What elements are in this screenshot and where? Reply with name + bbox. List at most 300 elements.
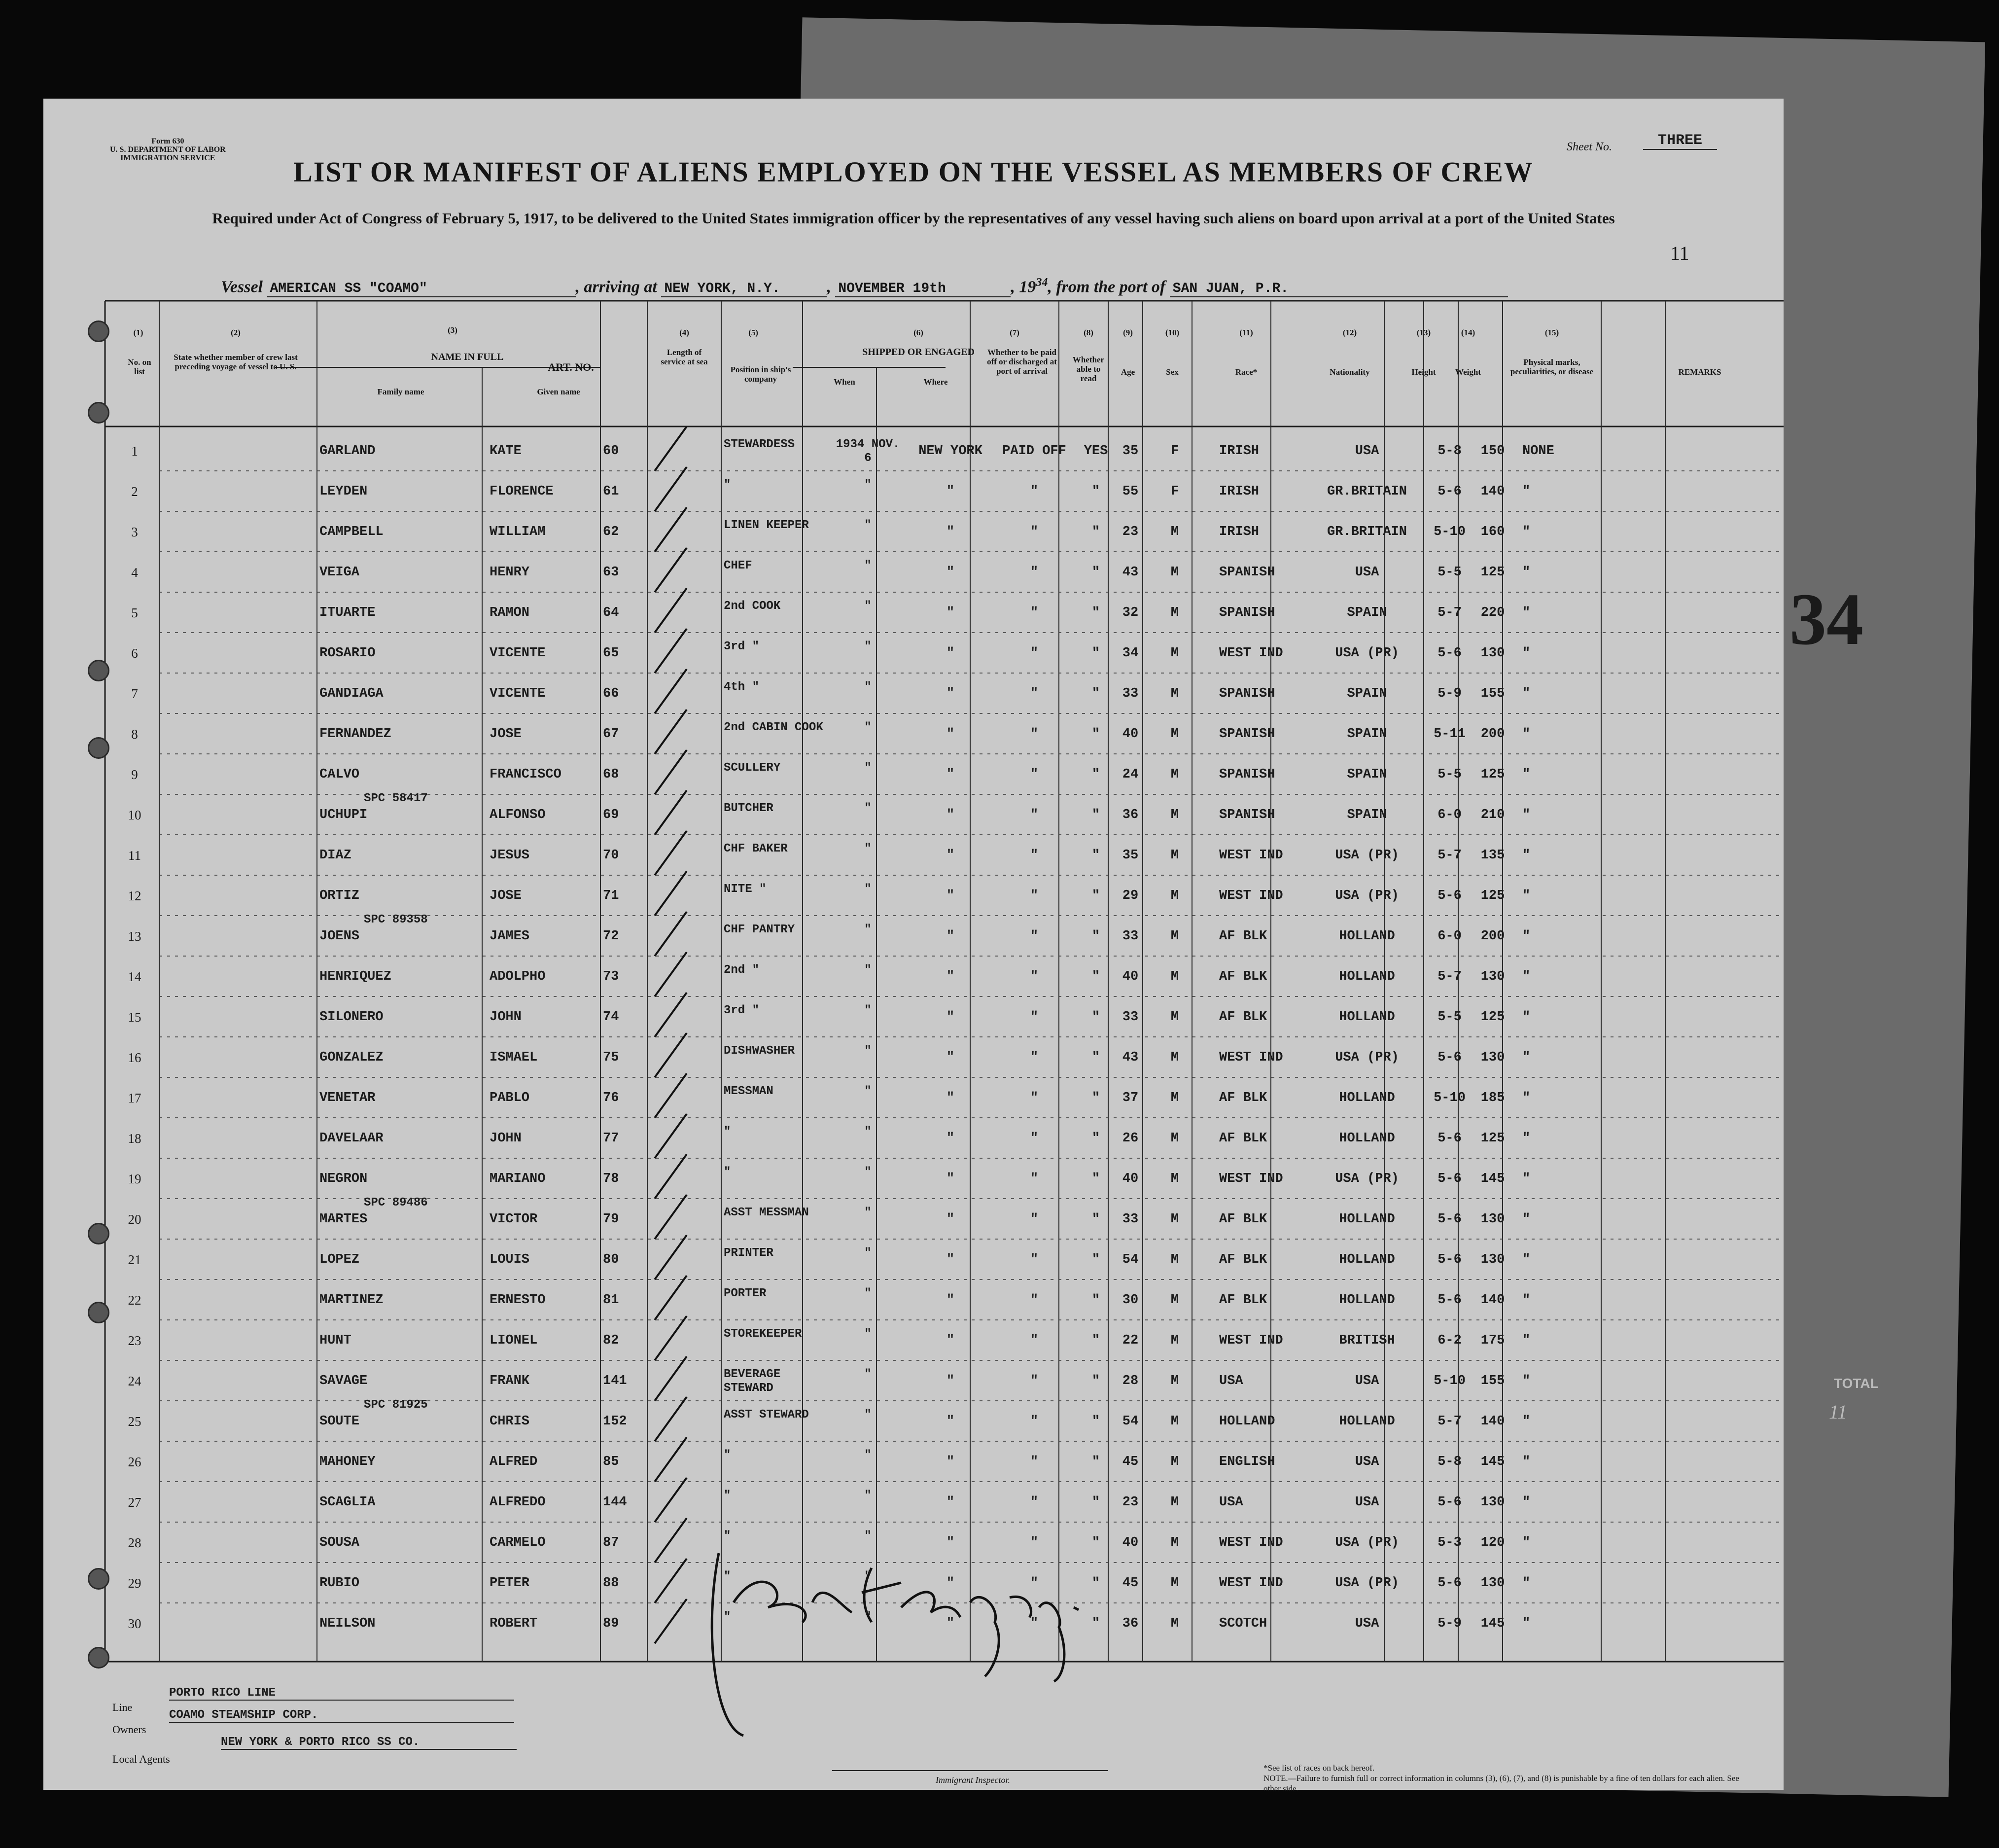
- service-check-mark: [655, 1356, 687, 1401]
- cell-read: ": [1091, 605, 1100, 620]
- cell-where: ": [946, 888, 955, 903]
- cell-where: ": [946, 686, 955, 701]
- cell-art: 63: [603, 565, 619, 580]
- cell-nationality: USA: [1355, 1455, 1379, 1469]
- cell-read: ": [1091, 929, 1100, 944]
- cell-age: 34: [1122, 646, 1139, 661]
- cell-race: WEST IND: [1219, 1172, 1283, 1186]
- cell-height: 5-6: [1438, 484, 1462, 499]
- races-note: *See list of races on back hereof.: [1263, 1763, 1375, 1773]
- service-check-mark: [655, 507, 687, 552]
- service-check-mark: [655, 669, 687, 713]
- cell-read: ": [1091, 1455, 1100, 1469]
- cell-position: 2nd CABIN COOK: [724, 721, 823, 734]
- cell-sex: M: [1170, 646, 1179, 661]
- cell-paid: ": [1030, 1576, 1039, 1591]
- col-5-number: (5): [748, 328, 758, 337]
- cell-position: ": [724, 1570, 731, 1583]
- cell-no: 26: [128, 1455, 141, 1469]
- cell-weight: 130: [1480, 1252, 1505, 1267]
- cell-marks: ": [1522, 1495, 1531, 1510]
- cell-sex: M: [1170, 1010, 1179, 1025]
- cell-sex: M: [1170, 808, 1179, 822]
- cell-position: NITE ": [724, 883, 767, 896]
- cell-age: 37: [1122, 1091, 1139, 1105]
- service-check-mark: [655, 1518, 687, 1563]
- service-name: IMMIGRATION SERVICE: [120, 154, 215, 162]
- cell-where: NEW YORK: [918, 444, 982, 459]
- cell-when: ": [864, 1570, 872, 1583]
- service-check-mark: [655, 426, 687, 471]
- cell-marks: ": [1522, 929, 1531, 944]
- cell-when: ": [864, 721, 872, 734]
- cell-no: 7: [131, 686, 138, 701]
- cell-marks: ": [1522, 727, 1531, 742]
- cell-when: ": [864, 519, 872, 532]
- cell-nationality: HOLLAND: [1339, 1212, 1395, 1227]
- cell-given: CHRIS: [490, 1414, 530, 1429]
- cell-read: ": [1091, 686, 1100, 701]
- cell-read: ": [1091, 1333, 1100, 1348]
- cell-given: JOHN: [490, 1131, 522, 1146]
- cell-no: 28: [128, 1535, 141, 1550]
- cell-when: ": [864, 600, 872, 613]
- cell-family: GARLAND: [319, 444, 376, 459]
- cell-when: ": [864, 1085, 872, 1098]
- cell-family: DAVELAAR: [319, 1131, 384, 1146]
- cell-height: 5-6: [1438, 888, 1462, 903]
- cell-paid: ": [1030, 727, 1039, 742]
- cell-when: ": [864, 1368, 872, 1381]
- cell-given: JOSE: [490, 727, 522, 742]
- cell-when: ": [864, 1408, 872, 1422]
- cell-position: CHEF: [724, 559, 752, 572]
- cell-when: ": [864, 883, 872, 896]
- cell-art: 72: [603, 929, 619, 944]
- cell-weight: 125: [1480, 565, 1505, 580]
- col-2-header: State whether member of crew last preceding voyage of vessel to U. S.: [174, 353, 298, 371]
- cell-where: ": [946, 1576, 955, 1591]
- cell-age: 30: [1122, 1293, 1139, 1308]
- cell-no: 25: [128, 1414, 141, 1429]
- cell-height: 5-8: [1438, 1455, 1462, 1469]
- line-label: Line: [112, 1701, 133, 1713]
- cell-art: 81: [603, 1293, 619, 1308]
- cell-age: 54: [1122, 1252, 1139, 1267]
- cell-paid: ": [1030, 929, 1039, 944]
- cell-position: ": [724, 478, 731, 492]
- cell-sex: M: [1170, 1172, 1179, 1186]
- cell-art: 152: [603, 1414, 627, 1429]
- cell-art: 79: [603, 1212, 619, 1227]
- cell-given: JAMES: [490, 929, 530, 944]
- cell-given: KATE: [490, 444, 522, 459]
- cell-height: 5-7: [1438, 1414, 1462, 1429]
- service-check-mark: [655, 548, 687, 592]
- cell-nationality: SPAIN: [1347, 686, 1387, 701]
- cell-age: 40: [1122, 727, 1139, 742]
- cell-given: JOSE: [490, 888, 522, 903]
- cell-family: SCAGLIA: [319, 1495, 376, 1510]
- cell-height: 5-3: [1438, 1535, 1462, 1550]
- cell-read: ": [1091, 969, 1100, 984]
- cell-race: AF BLK: [1219, 1131, 1267, 1146]
- cell-art: 69: [603, 808, 619, 822]
- cell-age: 45: [1122, 1455, 1139, 1469]
- cell-position: 3rd ": [724, 1004, 760, 1017]
- cell-nationality: GR.BRITAIN: [1327, 484, 1407, 499]
- cell-race: WEST IND: [1219, 1050, 1283, 1065]
- cell-when: 1934 NOV. 6: [836, 438, 900, 465]
- cell-nationality: HOLLAND: [1339, 1414, 1395, 1429]
- agents-value: NEW YORK & PORTO RICO SS CO.: [221, 1736, 517, 1750]
- cell-family: NEGRON: [319, 1172, 368, 1186]
- punch-hole: [88, 1302, 109, 1323]
- cell-art: 65: [603, 646, 619, 661]
- cell-no: 18: [128, 1131, 141, 1146]
- cell-age: 29: [1122, 888, 1139, 903]
- spc-note: SPC 89486: [364, 1196, 428, 1209]
- margin-number: 34: [1789, 578, 1863, 660]
- cell-given: WILLIAM: [490, 525, 546, 539]
- cell-race: SPANISH: [1219, 686, 1275, 701]
- col-9-number: (9): [1123, 328, 1133, 337]
- service-check-mark: [655, 1478, 687, 1522]
- cell-sex: M: [1170, 1333, 1179, 1348]
- service-check-mark: [655, 750, 687, 794]
- cell-no: 19: [128, 1172, 141, 1186]
- cell-race: SPANISH: [1219, 565, 1275, 580]
- cell-race: SPANISH: [1219, 727, 1275, 742]
- cell-given: ROBERT: [490, 1616, 538, 1631]
- cell-sex: M: [1170, 1535, 1179, 1550]
- cell-race: WEST IND: [1219, 1576, 1283, 1591]
- punch-hole: [88, 660, 109, 681]
- cell-no: 20: [128, 1212, 141, 1227]
- inspector-line: [832, 1770, 1108, 1771]
- cell-weight: 130: [1480, 1212, 1505, 1227]
- cell-nationality: GR.BRITAIN: [1327, 525, 1407, 539]
- cell-nationality: SPAIN: [1347, 808, 1387, 822]
- cell-age: 43: [1122, 1050, 1139, 1065]
- cell-sex: M: [1170, 1495, 1179, 1510]
- cell-given: CARMELO: [490, 1535, 546, 1550]
- cell-when: ": [864, 478, 872, 492]
- col-14-header: Weight: [1455, 367, 1481, 377]
- sheet-number: THREE: [1643, 132, 1717, 150]
- vessel-line: Vessel AMERICAN SS "COAMO" , arriving at NEW YORK, N.Y. , NOVEMBER 19th , $19^{34}$, from the port of SAN JUAN, P.R.: [221, 276, 1508, 297]
- department-name: U. S. DEPARTMENT OF LABOR: [110, 145, 226, 154]
- cell-sex: M: [1170, 727, 1179, 742]
- cell-marks: ": [1522, 1293, 1531, 1308]
- cell-paid: ": [1030, 1252, 1039, 1267]
- cell-race: SPANISH: [1219, 605, 1275, 620]
- cell-marks: ": [1522, 888, 1531, 903]
- punch-hole: [88, 1568, 109, 1590]
- cell-nationality: USA (PR): [1335, 1050, 1399, 1065]
- cell-where: ": [946, 1333, 955, 1348]
- service-check-mark: [655, 1599, 687, 1643]
- cell-read: ": [1091, 767, 1100, 782]
- cell-weight: 125: [1480, 767, 1505, 782]
- cell-age: 36: [1122, 1616, 1139, 1631]
- cell-given: HENRY: [490, 565, 530, 580]
- cell-nationality: USA: [1355, 1495, 1379, 1510]
- cell-given: ADOLPHO: [490, 969, 546, 984]
- cell-paid: ": [1030, 1050, 1039, 1065]
- cell-family: HUNT: [319, 1333, 351, 1348]
- service-check-mark: [655, 710, 687, 754]
- service-check-mark: [655, 1195, 687, 1239]
- cell-art: 87: [603, 1535, 619, 1550]
- cell-height: 5-5: [1438, 565, 1462, 580]
- cell-where: ": [946, 484, 955, 499]
- cell-family: DIAZ: [319, 848, 351, 863]
- cell-no: 9: [131, 767, 138, 782]
- cell-marks: ": [1522, 1050, 1531, 1065]
- service-check-mark: [655, 1437, 687, 1482]
- cell-read: ": [1091, 888, 1100, 903]
- cell-position: MESSMAN: [724, 1085, 773, 1098]
- col-5-header: Position in ship's company: [730, 365, 791, 384]
- cell-weight: 125: [1480, 888, 1505, 903]
- cell-position: BEVERAGE STEWARD: [724, 1368, 781, 1395]
- cell-age: 23: [1122, 525, 1139, 539]
- col-1-number: (1): [133, 328, 143, 337]
- cell-family: SOUSA: [319, 1535, 360, 1550]
- cell-marks: ": [1522, 1212, 1531, 1227]
- cell-no: 23: [128, 1333, 141, 1348]
- cell-position: 4th ": [724, 680, 760, 694]
- inspector-label: Immigrant Inspector.: [936, 1775, 1010, 1785]
- cell-weight: 145: [1480, 1172, 1505, 1186]
- cell-marks: ": [1522, 525, 1531, 539]
- cell-read: ": [1091, 1414, 1100, 1429]
- cell-height: 5-5: [1438, 767, 1462, 782]
- cell-given: FRANK: [490, 1374, 530, 1388]
- cell-marks: ": [1522, 767, 1531, 782]
- cell-read: ": [1091, 1050, 1100, 1065]
- cell-family: VEIGA: [319, 565, 360, 580]
- cell-when: ": [864, 963, 872, 977]
- cell-art: 144: [603, 1495, 627, 1510]
- cell-sex: F: [1170, 444, 1179, 459]
- cell-weight: 130: [1480, 1050, 1505, 1065]
- col-10-header: Sex: [1166, 367, 1179, 377]
- service-check-mark: [655, 588, 687, 633]
- cell-read: ": [1091, 1212, 1100, 1227]
- cell-no: 13: [128, 929, 141, 944]
- page-title: LIST OR MANIFEST OF ALIENS EMPLOYED ON THE VESSEL AS MEMBERS OF CREW: [293, 156, 1534, 188]
- cell-height: 5-6: [1438, 1172, 1462, 1186]
- cell-height: 6-0: [1438, 929, 1462, 944]
- cell-height: 5-8: [1438, 444, 1462, 459]
- col-9-header: Age: [1121, 367, 1135, 377]
- cell-where: ": [946, 1455, 955, 1469]
- cell-age: 33: [1122, 1212, 1139, 1227]
- cell-age: 33: [1122, 686, 1139, 701]
- cell-when: ": [864, 1327, 872, 1341]
- service-check-mark: [655, 790, 687, 835]
- cell-age: 40: [1122, 1172, 1139, 1186]
- cell-when: ": [864, 1610, 872, 1624]
- cell-position: ": [724, 1489, 731, 1502]
- cell-weight: 220: [1480, 605, 1505, 620]
- cell-height: 5-10: [1434, 1091, 1466, 1105]
- cell-marks: ": [1522, 969, 1531, 984]
- cell-position: LINEN KEEPER: [724, 519, 809, 532]
- cell-race: AF BLK: [1219, 929, 1267, 944]
- cell-read: ": [1091, 848, 1100, 863]
- cell-read: ": [1091, 1495, 1100, 1510]
- cell-family: GONZALEZ: [319, 1050, 384, 1065]
- cell-marks: ": [1522, 605, 1531, 620]
- service-check-mark: [655, 1073, 687, 1118]
- cell-paid: ": [1030, 808, 1039, 822]
- cell-where: ": [946, 808, 955, 822]
- cell-race: AF BLK: [1219, 1091, 1267, 1105]
- cell-family: MARTINEZ: [319, 1293, 384, 1308]
- cell-family: LOPEZ: [319, 1252, 360, 1267]
- cell-no: 22: [128, 1293, 141, 1308]
- cell-sex: M: [1170, 969, 1179, 984]
- cell-sex: M: [1170, 888, 1179, 903]
- cell-marks: ": [1522, 848, 1531, 863]
- cell-when: ": [864, 761, 872, 775]
- cell-where: ": [946, 1293, 955, 1308]
- cell-marks: ": [1522, 1616, 1531, 1631]
- cell-race: USA: [1219, 1374, 1243, 1388]
- cell-family: UCHUPI: [319, 808, 368, 822]
- cell-height: 6-2: [1438, 1333, 1462, 1348]
- cell-nationality: SPAIN: [1347, 605, 1387, 620]
- punch-hole: [88, 737, 109, 759]
- cell-given: FRANCISCO: [490, 767, 561, 782]
- cell-race: WEST IND: [1219, 848, 1283, 863]
- col-2-number: (2): [231, 328, 241, 337]
- spc-note: SPC 81925: [364, 1398, 428, 1412]
- year-prefix: , 19: [1011, 278, 1036, 296]
- cell-no: 15: [128, 1010, 141, 1025]
- cell-sex: M: [1170, 1131, 1179, 1146]
- cell-position: DISHWASHER: [724, 1044, 795, 1058]
- cell-position: 2nd COOK: [724, 600, 781, 613]
- cell-nationality: USA: [1355, 1374, 1379, 1388]
- cell-no: 2: [131, 484, 138, 499]
- manifest-sheet: [43, 99, 1784, 1793]
- cell-when: ": [864, 1489, 872, 1502]
- cell-nationality: HOLLAND: [1339, 1091, 1395, 1105]
- col-10-number: (10): [1165, 328, 1180, 337]
- col-6-header: SHIPPED OR ENGAGED: [862, 347, 975, 357]
- cell-no: 8: [131, 727, 138, 742]
- page-number: 11: [1670, 242, 1689, 264]
- year-suffix: 34: [1036, 276, 1048, 289]
- cell-when: ": [864, 1125, 872, 1138]
- cell-paid: ": [1030, 646, 1039, 661]
- cell-paid: ": [1030, 1293, 1039, 1308]
- cell-race: AF BLK: [1219, 969, 1267, 984]
- cell-read: ": [1091, 727, 1100, 742]
- cell-sex: M: [1170, 1455, 1179, 1469]
- cell-sex: M: [1170, 1374, 1179, 1388]
- vessel-label: Vessel: [221, 278, 263, 296]
- cell-where: ": [946, 848, 955, 863]
- cell-race: IRISH: [1219, 444, 1260, 459]
- cell-position: ": [724, 1125, 731, 1138]
- cell-paid: ": [1030, 565, 1039, 580]
- cell-position: ASST MESSMAN: [724, 1206, 809, 1219]
- cell-nationality: USA (PR): [1335, 1576, 1399, 1591]
- line-value: PORTO RICO LINE: [169, 1686, 514, 1701]
- arrival-port: NEW YORK, N.Y.: [661, 281, 827, 297]
- cell-height: 5-7: [1438, 605, 1462, 620]
- cell-sex: M: [1170, 1616, 1179, 1631]
- cell-where: ": [946, 1172, 955, 1186]
- cell-no: 27: [128, 1495, 141, 1510]
- cell-sex: M: [1170, 525, 1179, 539]
- cell-where: ": [946, 1616, 955, 1631]
- cell-art: 71: [603, 888, 619, 903]
- cell-position: STEWARDESS: [724, 438, 795, 451]
- cell-read: ": [1091, 1010, 1100, 1025]
- cell-paid: ": [1030, 888, 1039, 903]
- cell-nationality: USA (PR): [1335, 646, 1399, 661]
- cell-art: 68: [603, 767, 619, 782]
- cell-no: 1: [131, 444, 138, 459]
- cell-art: 66: [603, 686, 619, 701]
- col-3-header: NAME IN FULL: [431, 352, 504, 362]
- cell-family: ROSARIO: [319, 646, 376, 661]
- cell-paid: ": [1030, 1374, 1039, 1388]
- cell-race: WEST IND: [1219, 1535, 1283, 1550]
- cell-read: ": [1091, 484, 1100, 499]
- punch-hole: [88, 1647, 109, 1669]
- cell-weight: 130: [1480, 1495, 1505, 1510]
- cell-family: NEILSON: [319, 1616, 376, 1631]
- cell-position: SCULLERY: [724, 761, 781, 775]
- cell-read: ": [1091, 1576, 1100, 1591]
- cell-family: HENRIQUEZ: [319, 969, 391, 984]
- cell-paid: ": [1030, 1010, 1039, 1025]
- cell-weight: 185: [1480, 1091, 1505, 1105]
- cell-no: 14: [128, 969, 141, 984]
- col-13-header: Height: [1411, 367, 1436, 377]
- penalty-note: NOTE.—Failure to furnish full or correct information in columns (3), (6), (7), and (8) is punishable by a fine of ten dollars for each alien. See other side.: [1263, 1774, 1739, 1793]
- cell-marks: ": [1522, 1172, 1531, 1186]
- cell-position: PRINTER: [724, 1246, 773, 1260]
- cell-sex: M: [1170, 767, 1179, 782]
- cell-height: 5-7: [1438, 969, 1462, 984]
- page-subtitle: Required under Act of Congress of February 5, 1917, to be delivered to the United States immigration officer by the representatives of any vessel having such aliens on board upon arrival at a port of the United States: [212, 210, 1615, 227]
- cell-paid: ": [1030, 1212, 1039, 1227]
- cell-nationality: BRITISH: [1339, 1333, 1395, 1348]
- cell-paid: ": [1030, 1172, 1039, 1186]
- cell-nationality: USA (PR): [1335, 888, 1399, 903]
- cell-race: AF BLK: [1219, 1010, 1267, 1025]
- service-check-mark: [655, 993, 687, 1037]
- cell-family: CAMPBELL: [319, 525, 384, 539]
- remarks-header: REMARKS: [1678, 367, 1721, 377]
- cell-read: ": [1091, 1131, 1100, 1146]
- cell-nationality: HOLLAND: [1339, 1010, 1395, 1025]
- cell-read: ": [1091, 565, 1100, 580]
- col-7-number: (7): [1010, 328, 1019, 337]
- punch-hole: [88, 320, 109, 342]
- cell-position: PORTER: [724, 1287, 767, 1300]
- cell-sex: M: [1170, 929, 1179, 944]
- cell-when: ": [864, 1246, 872, 1260]
